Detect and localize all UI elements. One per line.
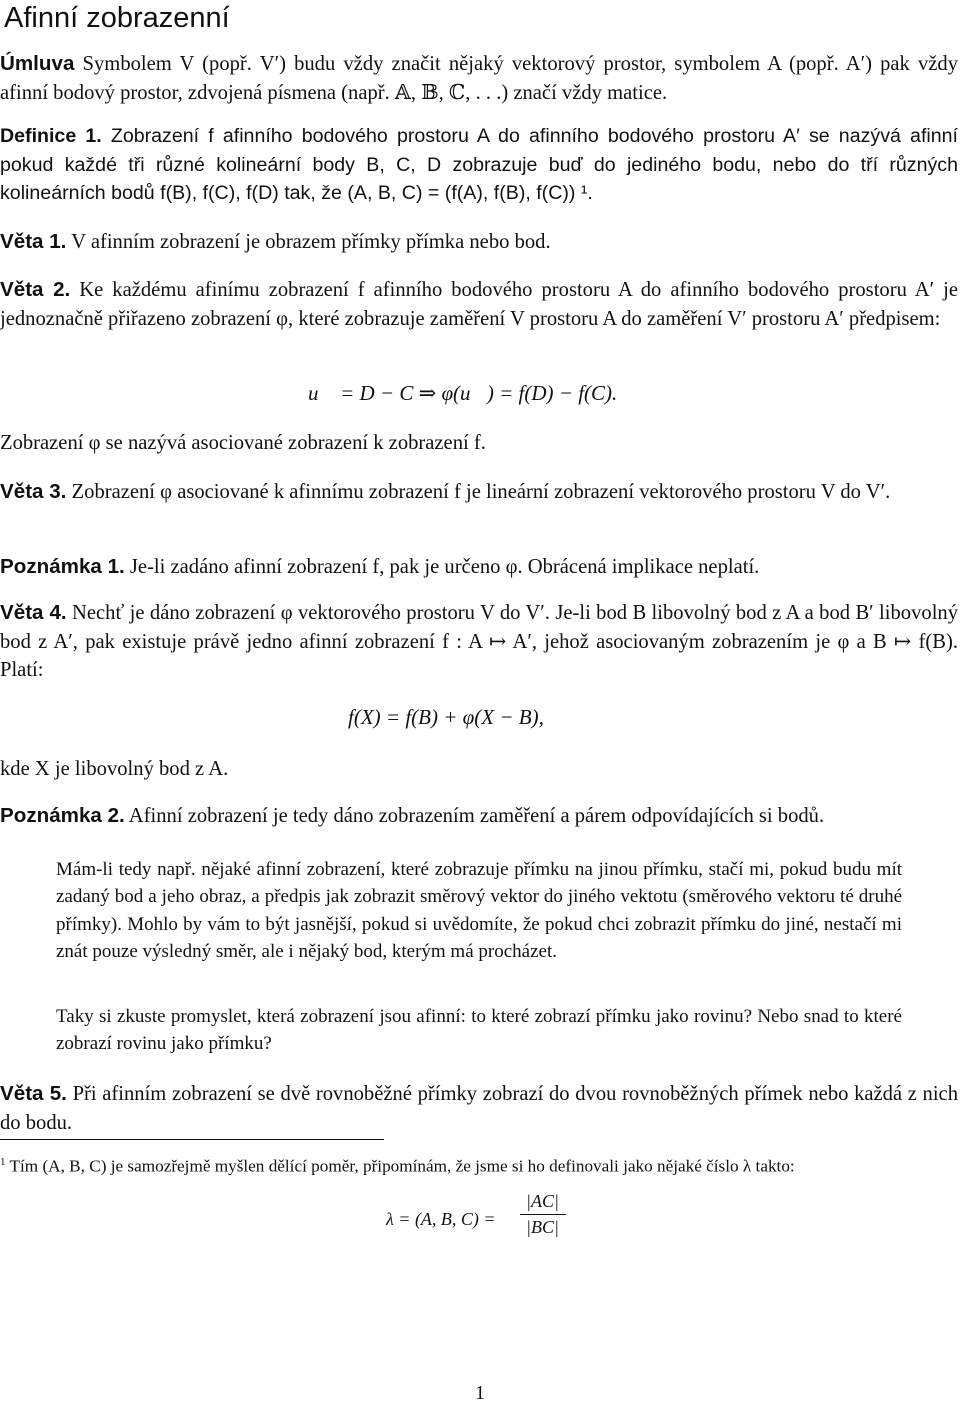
definice1-label: Definice 1. <box>0 125 102 147</box>
poznamka2-label: Poznámka 2. <box>0 804 125 827</box>
veta2-label: Věta 2. <box>0 278 71 301</box>
veta2-after: Zobrazení φ se nazývá asociované zobrazení k zobrazení f. <box>0 432 486 454</box>
note-paragraph-1: Mám-li tedy např. nějaké afinní zobrazení, které zobrazuje přímku na jinou přímku, stačí mi, pokud budu mít zadaný bod a jeho obraz, a předpis jak zobrazit směrový vektor do jiného vektotu (směrového vektoru té druhé přímky). Mohlo by vám to být jasnější, pokud si uvědomíte, že pokud chci zobrazit přímku do jiné, nestačí mi znát pouze výsledný směr, ale i nějaký bod, kterým má procházet. <box>56 859 902 963</box>
note-paragraph-2: Taky si zkuste promyslet, která zobrazení jsou afinní: to které zobrazí přímku jako rovinu? Nebo snad to které zobrazí rovinu jako přímku? <box>56 1006 902 1055</box>
formula-numerator: |AC| <box>526 1191 559 1211</box>
veta5-label: Věta 5. <box>0 1082 67 1105</box>
veta4-after: kde X je libovolný bod z A. <box>0 758 229 780</box>
veta5-paragraph <box>0 1080 958 1137</box>
veta2-text: Ke každému afinímu zobrazení f afinního bodového prostoru A do afinního bodového prostoru A′ je jednoznačně přiřazeno zobrazení φ, které zobrazuje zaměření V prostoru A do zaměření V′ prostoru A′ předpisem: <box>0 279 958 330</box>
veta3-label: Věta 3. <box>0 480 67 503</box>
fraction-bar <box>520 1214 566 1215</box>
formula-lhs: λ = (A, B, C) = <box>386 1209 496 1229</box>
footnote <box>0 1150 958 1179</box>
veta4-text: Nechť je dáno zobrazení φ vektorového prostoru V do V′. Je-li bod B libovolný bod z A a bod B′ libovolný bod z A′, pak existuje právě jedno afinní zobrazení f : A ↦ A′, jehož asociovaným zobrazením je φ a B ↦ f(B). Platí: <box>0 602 959 681</box>
veta3-paragraph <box>0 478 958 507</box>
poznamka2-paragraph <box>0 802 958 831</box>
page-number: 1 <box>475 1382 485 1404</box>
poznamka1-label: Poznámka 1. <box>0 555 125 578</box>
veta2-equation: u⃗ = D − C ⇒ φ(u⃗) = f(D) − f(C). <box>308 381 618 405</box>
formula-denominator: |BC| <box>526 1217 559 1237</box>
umluva-label: Úmluva <box>0 52 75 75</box>
veta1-text: V afinním zobrazení je obrazem přímky přímka nebo bod. <box>71 231 551 253</box>
veta2-paragraph <box>0 276 958 333</box>
definice1-paragraph <box>0 122 958 208</box>
footnote-rule <box>0 1139 384 1140</box>
poznamka1-paragraph <box>0 553 958 582</box>
veta3-text: Zobrazení φ asociované k afinnímu zobrazení f je lineární zobrazení vektorového prostoru V do V′. <box>71 481 891 503</box>
footnote-mark: 1 <box>0 1156 6 1168</box>
veta4-equation: f(X) = f(B) + φ(X − B), <box>348 705 544 729</box>
veta1-paragraph <box>0 228 958 257</box>
veta5-text: Při afinním zobrazení se dvě rovnoběžné přímky zobrazí do dvou rovnoběžných přímek nebo každá z nich do bodu. <box>0 1083 958 1134</box>
veta4-label: Věta 4. <box>0 601 67 624</box>
definice1-text: Zobrazení f afinního bodového prostoru A do afinního bodového prostoru A′ se nazývá afinní pokud každé tři různé kolineární body B, C, D zobrazuje buď do jediného bodu, nebo do tří různých kolineárních bodů f(B), f(C), f(D) tak, že (A, B, C) = (f(A), f(B), f(C)) ¹. <box>0 125 958 204</box>
umluva-paragraph <box>0 50 958 107</box>
poznamka1-text: Je-li zadáno afinní zobrazení f, pak je určeno φ. Obrácená implikace neplatí. <box>129 556 760 578</box>
footnote-text: Tím (A, B, C) je samozřejmě myšlen dělící poměr, připomínám, že jsme si ho definovali jako nějaké číslo λ takto: <box>9 1156 795 1176</box>
poznamka2-text: Afinní zobrazení je tedy dáno zobrazením zaměření a párem odpovídajících si bodů. <box>128 805 825 827</box>
veta4-paragraph <box>0 599 958 685</box>
veta1-label: Věta 1. <box>0 230 67 253</box>
page-title: Afinní zobrazenní <box>4 2 230 34</box>
umluva-text: Symbolem V (popř. V′) budu vždy značit nějaký vektorový prostor, symbolem A (popř. A′) pak vždy afinní bodový prostor, zdvojená písmena (např. 𝔸, 𝔹, ℂ, . . .) značí vždy matice. <box>0 53 958 104</box>
